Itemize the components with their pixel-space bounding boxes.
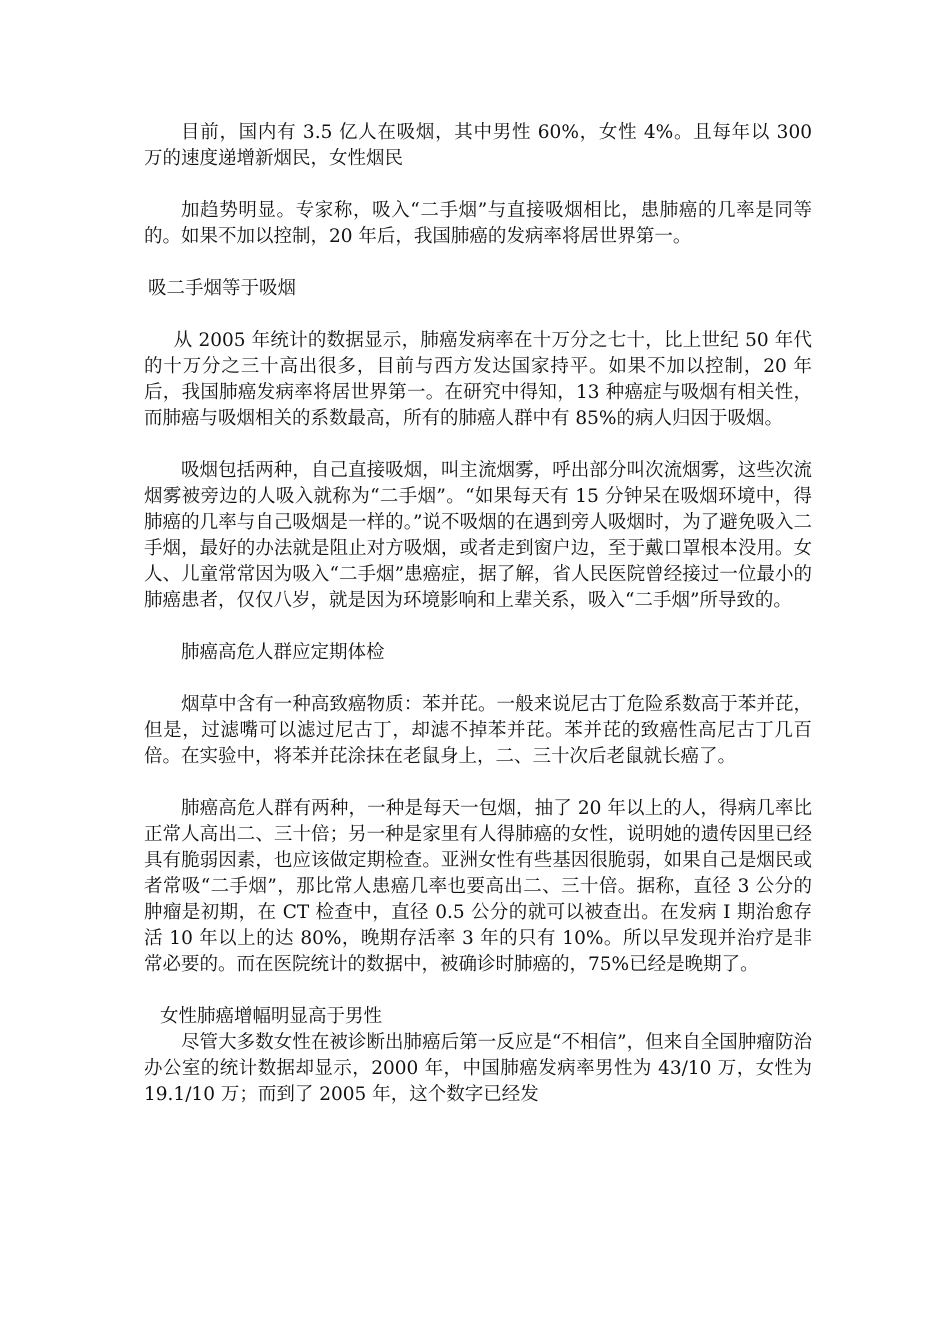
paragraph-women-statistics: 尽管大多数女性在被诊断出肺癌后第一反应是“不相信”，但来自全国肿瘤防治办公室的统计数据却显示，2000 年，中国肺癌发病率男性为 43/10 万，女性为 19.1/10 万；而到了 2005 年，这个数字已经发 (144, 1032, 812, 1105)
section-heading-high-risk-checkup: 肺癌高危人群应定期体检 (181, 642, 385, 663)
document-body (144, 120, 812, 1108)
paragraph-benzopyrene: 烟草中含有一种高致癌物质：苯并芘。一般来说尼古丁危险系数高于苯并芘，但是，过滤嘴可以滤过尼古丁，却滤不掉苯并芘。苯并芘的致癌性高尼古丁几百倍。在实验中，将苯并芘涂抹在老鼠身上，二、三十次后老鼠就长癌了。 (144, 694, 812, 767)
paragraph-smoke-types: 吸烟包括两种，自己直接吸烟，叫主流烟雾，呼出部分叫次流烟雾，这些次流烟雾被旁边的人吸入就称为“二手烟”。“如果每天有 15 分钟呆在吸烟环境中，得肺癌的几率与自己吸烟是一样的。”说不吸烟的在遇到旁人吸烟时，为了避免吸入二手烟，最好的办法就是阻止对方吸烟，或者走到窗户边，至于戴口罩根本没用。女人、儿童常常因为吸入“二手烟”患癌症，据了解，省人民医院曾经接过一位最小的肺癌患者，仅仅八岁，就是因为环境影响和上辈关系，吸入“二手烟”所导致的。 (144, 460, 812, 611)
section-heading-women-lung-cancer: 女性肺癌增幅明显高于男性 (160, 1006, 383, 1027)
paragraph-secondhand-risk: 加趋势明显。专家称，吸入“二手烟”与直接吸烟相比，患肺癌的几率是同等的。如果不加以控制，20 年后，我国肺癌的发病率将居世界第一。 (144, 200, 812, 247)
paragraph-smokers-stats: 目前，国内有 3.5 亿人在吸烟，其中男性 60%，女性 4%。且每年以 300 万的速度递增新烟民，女性烟民 (144, 122, 812, 169)
paragraph-high-risk-groups: 肺癌高危人群有两种，一种是每天一包烟，抽了 20 年以上的人，得病几率比正常人高出二、三十倍；另一种是家里有人得肺癌的女性，说明她的遗传因里已经具有脆弱因素，也应该做定期检查。亚洲女性有些基因很脆弱，如果自己是烟民或者常吸“二手烟”，那比常人患癌几率也要高出二、三十倍。据称，直径 3 公分的肿瘤是初期，在 CT 检查中，直径 0.5 公分的就可以被查出。在发病 I 期治愈存活 10 年以上的达 80%，晚期存活率 3 年的只有 10%。所以早发现并治疗是非常必要的。而在医院统计的数据中，被确诊时肺癌的，75%已经是晚期了。 (144, 798, 812, 975)
section-heading-secondhand-smoke: 吸二手烟等于吸烟 (148, 278, 297, 299)
paragraph-incidence-data: 从 2005 年统计的数据显示，肺癌发病率在十万分之七十，比上世纪 50 年代的十万分之三十高出很多，目前与西方发达国家持平。如果不加以控制，20 年后，我国肺癌发病率将居世界第一。在研究中得知，13 种癌症与吸烟有相关性，而肺癌与吸烟相关的系数最高，所有的肺癌人群中有 85%的病人归因于吸烟。 (144, 330, 812, 429)
